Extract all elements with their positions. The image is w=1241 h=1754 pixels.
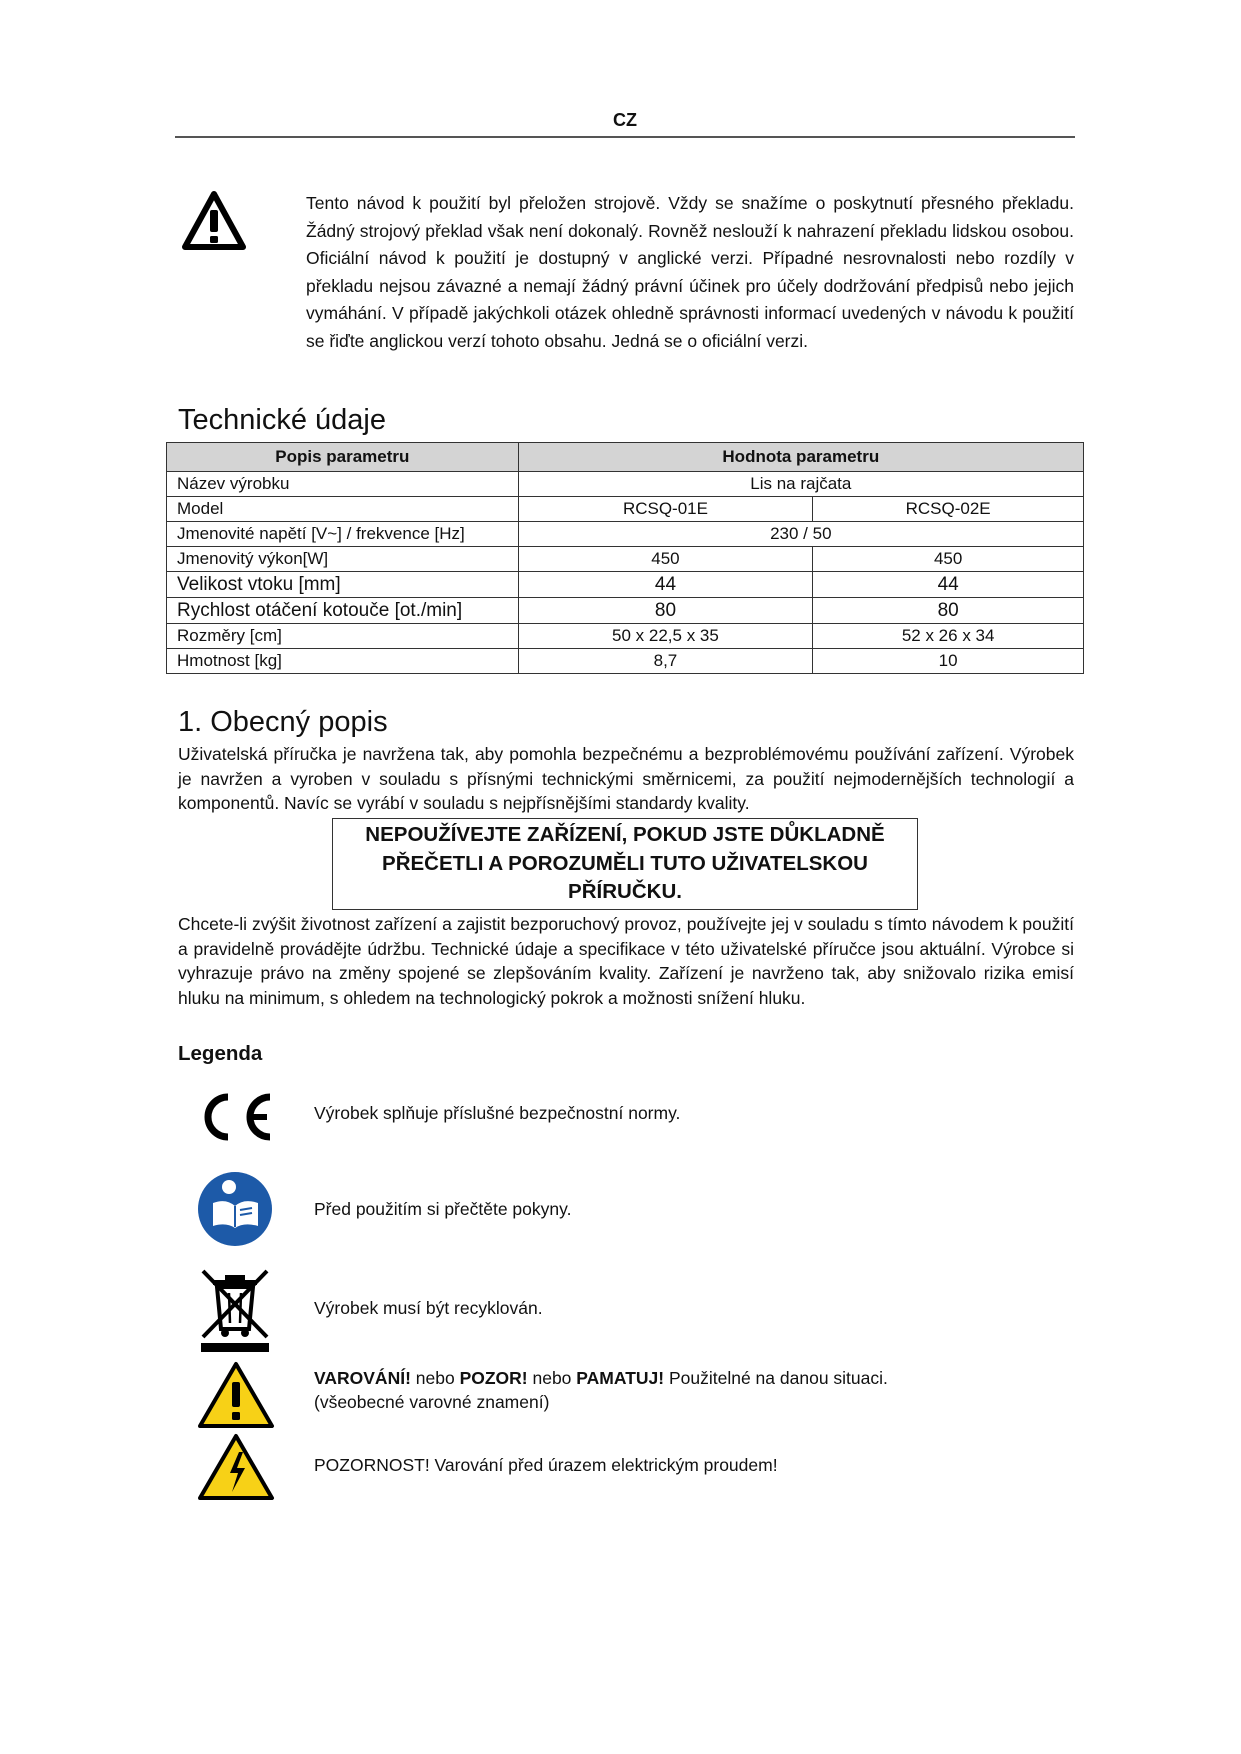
legend-read-text: Před použitím si přečtěte pokyny.	[314, 1199, 572, 1219]
general-warning-icon	[197, 1360, 275, 1430]
general-paragraph-1: Uživatelská příručka je navržena tak, aby pomohla bezpečnému a bezproblémovému používání zařízení. Výrobek je navržen a vyroben v souladu s přísnými technickými směrnicemi, za použití nejmodernějších technologií a komponentů. Navíc se vyrábí v souladu s nejpřísnějšími standardy kvality.	[178, 744, 1074, 813]
warning-line: PŘEČETLI A POROZUMĚLI TUTO UŽIVATELSKOU	[382, 851, 868, 875]
row-value-model2: 80	[813, 598, 1084, 624]
read-manual-icon	[196, 1170, 274, 1248]
spec-table	[166, 442, 1084, 674]
legend-heading: Legenda	[178, 1042, 263, 1065]
table-row	[167, 572, 1084, 598]
header-divider	[175, 136, 1075, 138]
row-value-model1: 44	[518, 572, 813, 598]
row-label: Velikost vtoku [mm]	[167, 572, 519, 598]
row-label: Jmenovitý výkon[W]	[167, 547, 519, 572]
applicability-text: Použitelné na danou situaci.	[664, 1368, 888, 1388]
warning-triangle-icon	[181, 190, 247, 252]
legend-ce-text: Výrobek splňuje příslušné bezpečnostní normy.	[314, 1103, 681, 1123]
row-value-model1: 8,7	[518, 649, 813, 674]
table-row	[167, 598, 1084, 624]
table-row	[167, 472, 1084, 497]
row-label: Model	[167, 497, 519, 522]
table-row	[167, 547, 1084, 572]
row-label: Hmotnost [kg]	[167, 649, 519, 674]
connector-text: nebo	[410, 1368, 460, 1388]
row-value-model1: 80	[518, 598, 813, 624]
table-row	[167, 624, 1084, 649]
warning-line: PŘÍRUČKU.	[568, 880, 682, 903]
col-header-parameter: Popis parametru	[167, 443, 519, 472]
table-row	[167, 649, 1084, 674]
row-value: Lis na rajčata	[518, 472, 1083, 497]
electric-hazard-icon	[197, 1432, 275, 1502]
read-manual-warning-box	[332, 818, 918, 910]
tech-data-heading: Technické údaje	[178, 404, 386, 436]
general-description-heading: 1. Obecný popis	[178, 706, 388, 738]
legend-warning-text	[314, 1366, 888, 1414]
warning-word: VAROVÁNÍ!	[314, 1368, 411, 1388]
row-value-model2: RCSQ-02E	[813, 497, 1084, 522]
row-value-model1: 50 x 22,5 x 35	[518, 624, 813, 649]
row-value-model1: 450	[518, 547, 813, 572]
row-value-model2: 44	[813, 572, 1084, 598]
translation-notice: Tento návod k použití byl přeložen strojově. Vždy se snažíme o poskytnutí přesného překladu. Žádný strojový překlad však není dokonalý. Rovněž neslouží k nahrazení překladu lidskou osobou. Oficiální návod k použití je dostupný v anglické verzi. Případné nesrovnalosti nebo rozdíly v překladu nejsou závazné a nemají žádný právní účinek pro účely dodržování předpisů nebo jejich vymáhání. V případě jakýchkoli otázek ohledně správnosti informací uvedených v návodu k použití se řiďte anglickou verzí tohoto obsahu. Jedná se o oficiální verzi.	[306, 193, 1074, 351]
general-paragraph-2: Chcete-li zvýšit životnost zařízení a zajistit bezporuchový provoz, používejte jej v souladu s tímto návodem k použití a pravidelně provádějte údržbu. Technické údaje a specifikace v této uživatelské příručce jsou aktuální. Výrobce si vyhrazuje právo na změny spojené se zlepšováním kvality. Zařízení je navrženo tak, aby snižovalo rizika emisí hluku na minimum, s ohledem na technologický pokrok a možnosti snížení hluku.	[178, 914, 1074, 1008]
col-header-value: Hodnota parametru	[518, 443, 1083, 472]
legend-electric-text: POZORNOST! Varování před úrazem elektrickým proudem!	[314, 1455, 778, 1475]
row-label: Název výrobku	[167, 472, 519, 497]
legend-warning-subline: (všeobecné varovné znamení)	[314, 1392, 550, 1412]
legend-warning-line	[314, 1366, 888, 1390]
row-value-model2: 10	[813, 649, 1084, 674]
row-label: Rozměry [cm]	[167, 624, 519, 649]
row-value-model2: 52 x 26 x 34	[813, 624, 1084, 649]
caution-word: POZOR!	[459, 1368, 528, 1388]
warning-line: NEPOUŽÍVEJTE ZAŘÍZENÍ, POKUD JSTE DŮKLADNĚ	[365, 823, 885, 846]
crossed-bin-icon	[199, 1267, 271, 1353]
ce-mark-icon	[198, 1090, 274, 1144]
remember-word: PAMATUJ!	[576, 1368, 665, 1388]
table-row	[167, 497, 1084, 522]
table-row	[167, 522, 1084, 547]
table-header-row	[167, 443, 1084, 472]
row-value: 230 / 50	[518, 522, 1083, 547]
row-label: Jmenovité napětí [V~] / frekvence [Hz]	[167, 522, 519, 547]
connector-text: nebo	[527, 1368, 577, 1388]
page-language: CZ	[613, 110, 637, 130]
row-label: Rychlost otáčení kotouče [ot./min]	[167, 598, 519, 624]
legend-recycle-text: Výrobek musí být recyklován.	[314, 1298, 543, 1318]
row-value-model2: 450	[813, 547, 1084, 572]
row-value-model1: RCSQ-01E	[518, 497, 813, 522]
